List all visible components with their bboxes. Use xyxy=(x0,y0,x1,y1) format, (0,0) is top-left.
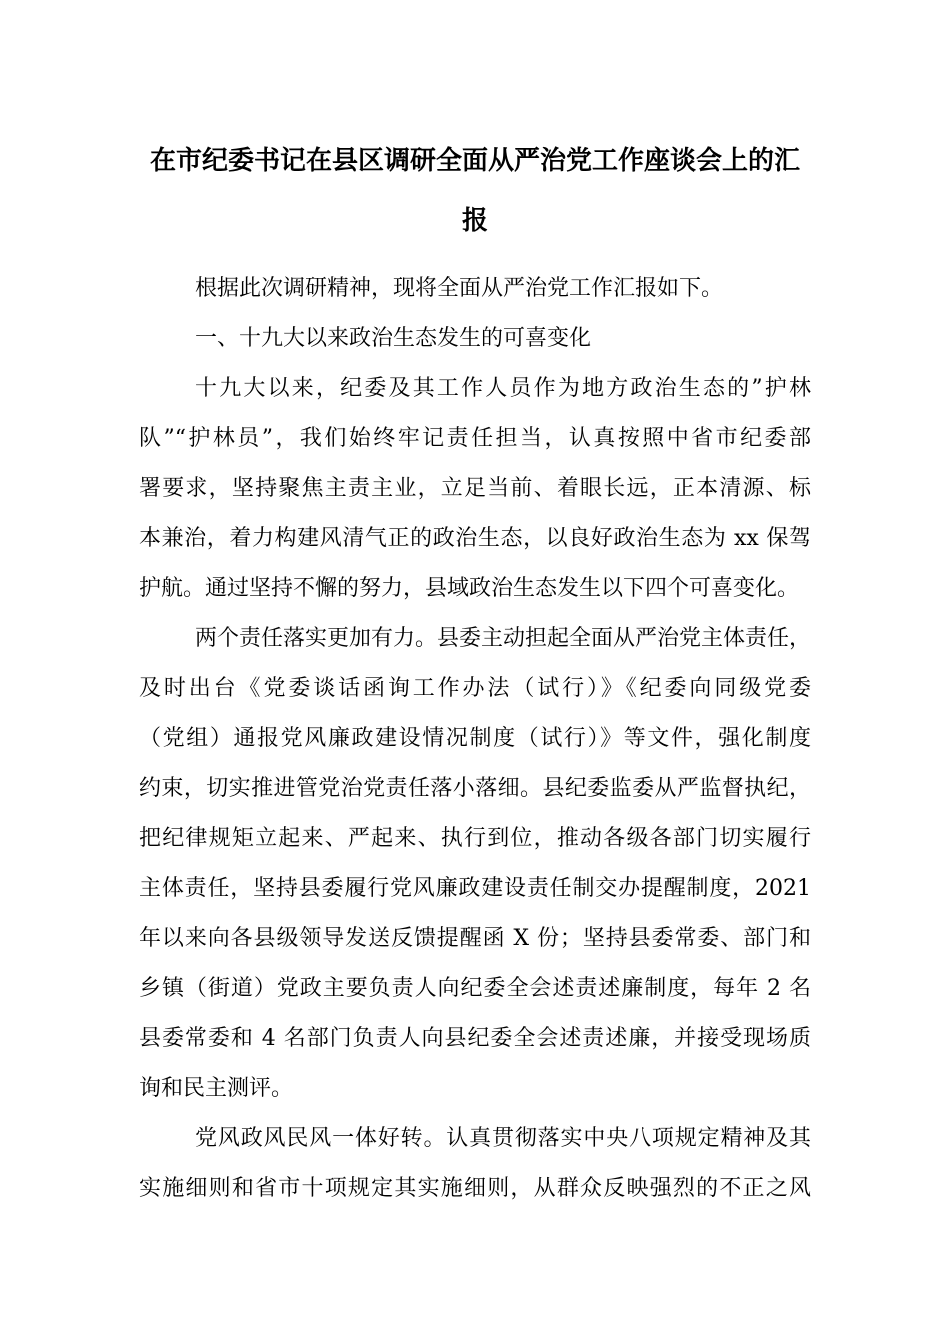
text-line: 队”“护林员”，我们始终牢记责任担当，认真按照中省市纪委部 xyxy=(139,426,811,451)
text-line: 年以来向各县级领导发送反馈提醒函 X 份；坚持县委常委、部门和 xyxy=(139,926,811,951)
text-line: 主体责任，坚持县委履行党风廉政建设责任制交办提醒制度，2021 xyxy=(139,876,811,901)
text-line: 约束，切实推进管党治党责任落小落细。县纪委监委从严监督执纪， xyxy=(139,776,811,801)
text-line: （党组）通报党风廉政建设情况制度（试行）》等文件，强化制度 xyxy=(139,726,811,751)
document-body xyxy=(139,264,811,1214)
text-line: 县委常委和 4 名部门负责人向县纪委全会述责述廉，并接受现场质 xyxy=(139,1026,811,1051)
text-line: 实施细则和省市十项规定其实施细则，从群众反映强烈的不正之风 xyxy=(139,1176,811,1201)
text-line: 询和民主测评。 xyxy=(139,1076,294,1101)
text-line: 及时出台《党委谈话函询工作办法（试行）》《纪委向同级党委 xyxy=(139,676,811,701)
text-line: 把纪律规矩立起来、严起来、执行到位，推动各级各部门切实履行 xyxy=(139,826,811,851)
text-line: 一、十九大以来政治生态发生的可喜变化 xyxy=(195,326,592,351)
text-line: 护航。通过坚持不懈的努力，县域政治生态发生以下四个可喜变化。 xyxy=(139,576,800,601)
text-line: 乡镇（街道）党政主要负责人向纪委全会述责述廉制度，每年 2 名 xyxy=(139,976,811,1001)
text-line: 署要求，坚持聚焦主责主业，立足当前、着眼长远，正本清源、标 xyxy=(139,476,811,501)
text-line: 十九大以来，纪委及其工作人员作为地方政治生态的”护林 xyxy=(195,376,811,401)
text-line: 根据此次调研精神，现将全面从严治党工作汇报如下。 xyxy=(195,276,724,301)
title-line: 报 xyxy=(461,206,488,236)
text-line: 两个责任落实更加有力。县委主动担起全面从严治党主体责任， xyxy=(195,626,812,651)
document-title xyxy=(139,131,811,251)
title-line: 在市纪委书记在县区调研全面从严治党工作座谈会上的汇 xyxy=(149,146,800,176)
text-line: 党风政风民风一体好转。认真贯彻落实中央八项规定精神及其 xyxy=(195,1126,811,1151)
text-line: 本兼治，着力构建风清气正的政治生态，以良好政治生态为 xx 保驾 xyxy=(139,526,811,551)
